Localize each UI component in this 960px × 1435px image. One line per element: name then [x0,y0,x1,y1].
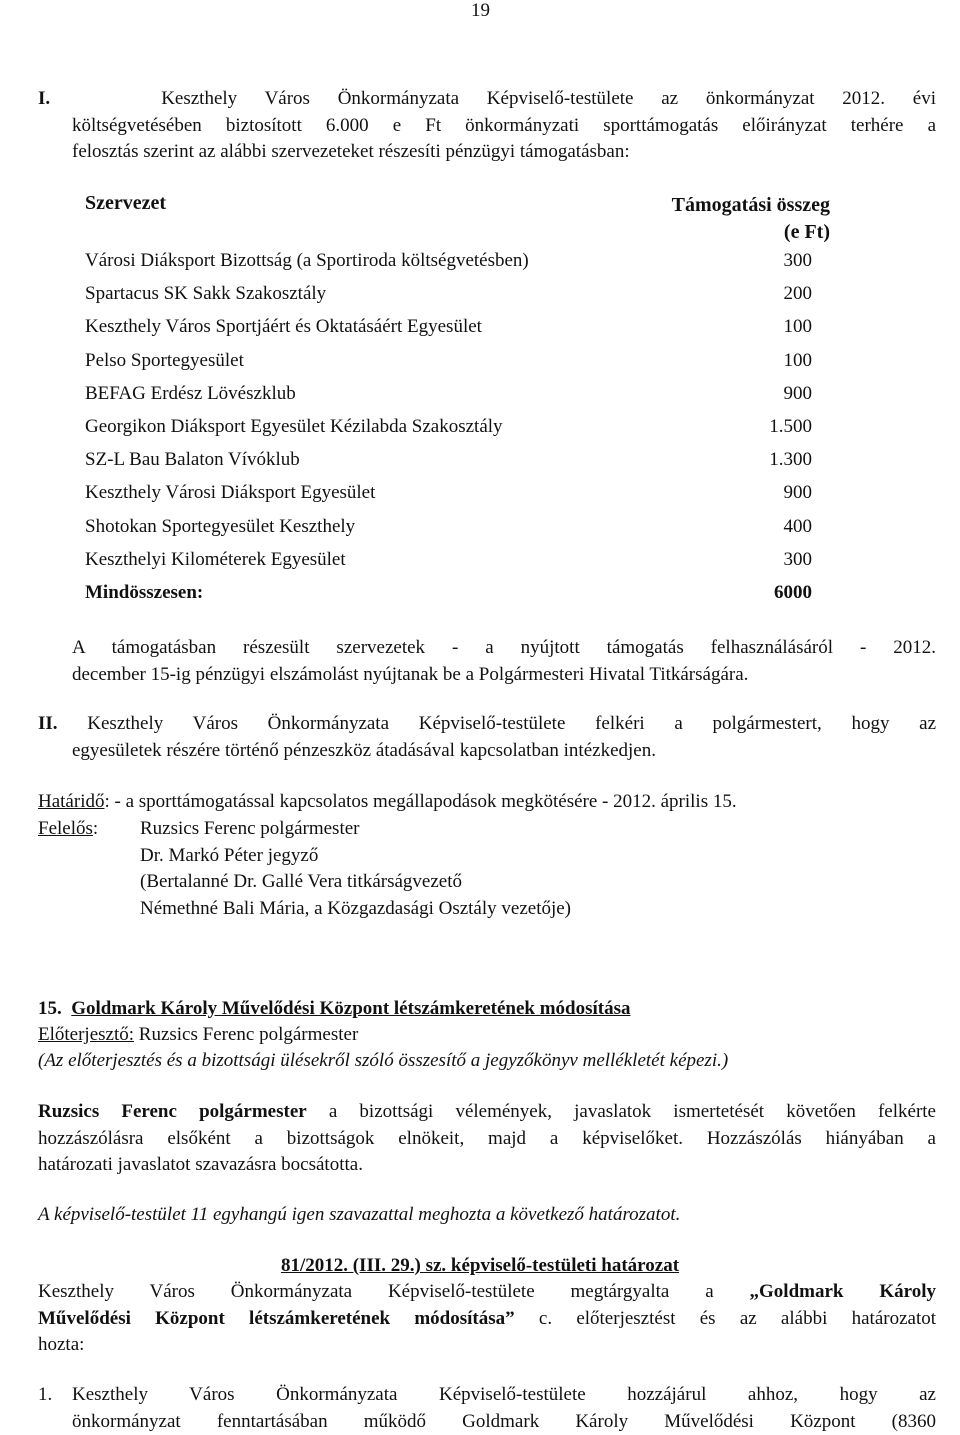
section-1-line-2: költségvetésében biztosított 6.000 e Ft önkormányzati sporttámogatás előirányzat terhére a [38,113,936,140]
responsible-person: Ruzsics Ferenc polgármester [140,816,571,843]
total-label: Mindösszesen: [85,582,203,604]
table-row [85,383,830,416]
mayor-line-1 [38,1099,936,1126]
row-amount: 100 [784,350,813,372]
table-row [85,250,830,283]
section-2-line-1 [38,711,936,738]
table-row [85,283,830,316]
header-amount-line-2: (e Ft) [672,219,830,246]
deadline-line [38,789,737,816]
row-amount: 300 [784,549,813,571]
deadline-label: Határidő [38,791,104,812]
row-amount: 400 [784,516,813,538]
section-1-marker: I. [38,88,50,109]
resolution-line-1-bold: „Goldmark Károly [750,1281,936,1302]
mayor-paragraph [38,1099,936,1179]
presenter-line [38,1022,358,1049]
resolution-line-3: hozta: [38,1332,936,1359]
item-15-title: Goldmark Károly Művelődési Központ létszámkeretének módosítása [71,998,630,1019]
row-organization: Keszthely Városi Diáksport Egyesület [85,482,375,504]
table-row [85,350,830,383]
row-amount: 900 [784,383,813,405]
vote-line: A képviselő-testület 11 egyhangú igen szavazattal meghozta a következő határozatot. [38,1202,680,1229]
resolution-paragraph [38,1279,936,1359]
section-1-line-1-text: Keszthely Város Önkormányzata Képviselő-testülete az önkormányzat 2012. évi [161,88,936,109]
accounting-note [72,635,936,688]
accounting-note-line-1: A támogatásban részesült szervezetek - a nyújtott támogatás felhasználásáról - 2012. [72,635,936,662]
point-1-line-2: önkormányzat fenntartásában működő Goldmark Károly Művelődési Központ (8360 [72,1409,936,1435]
table-row [85,482,830,515]
table-total-row [85,582,830,615]
resolution-title-row [0,1253,960,1280]
section-1-line-3: felosztás szerint az alábbi szervezeteket részesíti pénzügyi támogatásban: [38,139,936,166]
mayor-line-2: hozzászólásra elsőként a bizottságok elnökeit, majd a képviselőket. Hozzászólás hiányában a [38,1126,936,1153]
row-organization: Spartacus SK Sakk Szakosztály [85,283,326,305]
header-amount-line-1: Támogatási összeg [672,192,830,219]
row-amount: 1.500 [769,416,812,438]
row-organization: BEFAG Erdész Lövészklub [85,383,296,405]
header-amount [672,192,830,246]
table-row [85,416,830,449]
attachment-note: (Az előterjesztés és a bizottsági ülésekről szóló összesítő a jegyzőkönyv mellékletét képezi.) [38,1048,728,1075]
page-number: 19 [471,0,490,22]
resolution-line-2-bold: Művelődési Központ létszámkeretének módosítása” [38,1308,515,1329]
section-2-line-2: egyesületek részére történő pénzeszköz átadásával kapcsolatban intézkedjen. [38,738,936,765]
section-1-line-1 [38,86,936,113]
point-1-number: 1. [38,1382,52,1409]
row-organization: Shotokan Sportegyesület Keszthely [85,516,355,538]
responsible-person: Némethné Bali Mária, a Közgazdasági Osztály vezetője) [140,896,571,923]
row-amount: 100 [784,316,813,338]
row-organization: SZ-L Bau Balaton Vívóklub [85,449,300,471]
header-organization: Szervezet [85,192,166,215]
support-table-header [85,190,830,250]
total-amount: 6000 [774,582,812,604]
row-organization: Városi Diáksport Bizottság (a Sportiroda költségvetésben) [85,250,529,272]
resolution-line-1 [38,1279,936,1306]
row-amount: 900 [784,482,813,504]
table-row [85,316,830,349]
resolution-line-1-text: Keszthely Város Önkormányzata Képviselő-testülete megtárgyalta a [38,1281,750,1302]
responsible-colon: : [93,818,98,839]
responsible-label-line [38,816,98,843]
responsible-label: Felelős [38,818,93,839]
row-amount: 200 [784,283,813,305]
row-organization: Keszthely Város Sportjáért és Oktatásáért Egyesület [85,316,482,338]
row-amount: 1.300 [769,449,812,471]
row-amount: 300 [784,250,813,272]
mayor-line-3: határozati javaslatot szavazásra bocsátotta. [38,1152,936,1179]
item-15-number: 15. [38,998,62,1019]
table-row [85,449,830,482]
responsible-person: Dr. Markó Péter jegyző [140,843,571,870]
row-organization: Keszthelyi Kilométerek Egyesület [85,549,346,571]
row-organization: Georgikon Diáksport Egyesület Kézilabda Szakosztály [85,416,503,438]
section-1-paragraph [38,86,936,166]
deadline-text: : - a sporttámogatással kapcsolatos megállapodások megkötésére - 2012. április 15. [104,791,736,812]
presenter-label: Előterjesztő: [38,1024,134,1045]
resolution-line-2-text: c. előterjesztést és az alábbi határozatot [515,1308,936,1329]
table-row [85,549,830,582]
support-table [85,190,830,615]
table-row [85,516,830,549]
row-organization: Pelso Sportegyesület [85,350,244,372]
section-2-line-1-text: Keszthely Város Önkormányzata Képviselő-testülete felkéri a polgármestert, hogy az [87,713,936,734]
section-2-paragraph [38,711,936,764]
responsible-list [140,816,571,922]
responsible-person: (Bertalanné Dr. Gallé Vera titkárságvezető [140,869,571,896]
presenter-name: Ruzsics Ferenc polgármester [134,1024,358,1045]
item-15-heading [38,996,631,1023]
point-1-line-1: Keszthely Város Önkormányzata Képviselő-testülete hozzájárul ahhoz, hogy az [72,1382,936,1409]
resolution-line-2 [38,1306,936,1333]
resolution-title: 81/2012. (III. 29.) sz. képviselő-testületi határozat [281,1255,679,1276]
section-2-marker: II. [38,713,58,734]
mayor-speaker: Ruzsics Ferenc polgármester [38,1101,307,1122]
point-1-paragraph [72,1382,936,1435]
mayor-line-1-text: a bizottsági vélemények, javaslatok ismertetését követően felkérte [307,1101,936,1122]
accounting-note-line-2: december 15-ig pénzügyi elszámolást nyújtanak be a Polgármesteri Hivatal Titkárságára. [72,662,936,689]
